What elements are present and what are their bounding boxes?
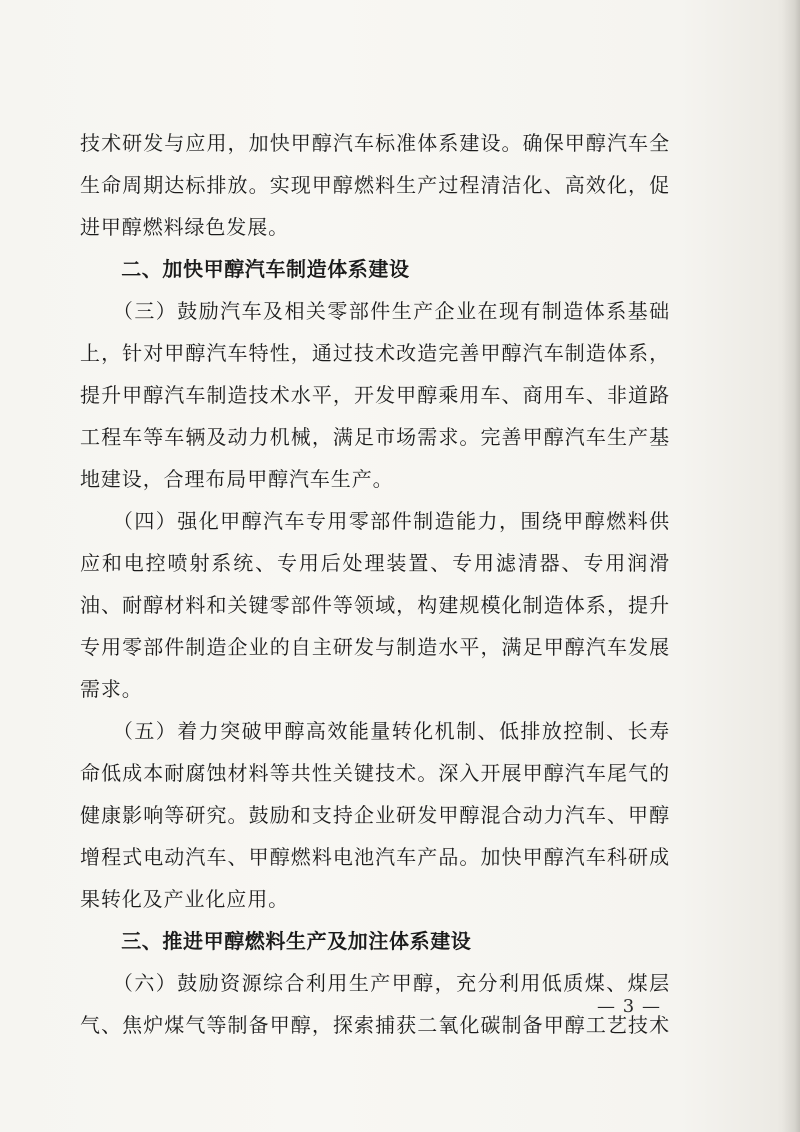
page-edge-shadow <box>782 0 800 1132</box>
text-line: （五）着力突破甲醇高效能量转化机制、低排放控制、长寿 <box>80 719 670 743</box>
text-line: 油、耐醇材料和关键零部件等领域，构建规模化制造体系，提升 <box>80 593 670 617</box>
text-line: 地建设，合理布局甲醇汽车生产。 <box>80 467 394 491</box>
text-line: 生命周期达标排放。实现甲醇燃料生产过程清洁化、高效化，促 <box>80 173 670 197</box>
section-heading: 二、加快甲醇汽车制造体系建设 <box>80 257 410 281</box>
text-line: 技术研发与应用，加快甲醇汽车标准体系建设。确保甲醇汽车全 <box>80 131 670 155</box>
text-line: 果转化及产业化应用。 <box>80 887 289 911</box>
page-number: — 3 — <box>597 996 661 1017</box>
text-line: 专用零部件制造企业的自主研发与制造水平，满足甲醇汽车发展 <box>80 635 670 659</box>
text-line: 需求。 <box>80 677 143 701</box>
text-line: 提升甲醇汽车制造技术水平，开发甲醇乘用车、商用车、非道路 <box>80 383 670 407</box>
text-line: （三）鼓励汽车及相关零部件生产企业在现有制造体系基础 <box>80 299 670 323</box>
text-line: 工程车等车辆及动力机械，满足市场需求。完善甲醇汽车生产基 <box>80 425 670 449</box>
section-heading: 三、推进甲醇燃料生产及加注体系建设 <box>80 929 472 953</box>
text-line: （四）强化甲醇汽车专用零部件制造能力，围绕甲醇燃料供 <box>80 509 670 533</box>
document-body <box>80 122 670 1046</box>
text-line: 应和电控喷射系统、专用后处理装置、专用滤清器、专用润滑 <box>80 551 670 575</box>
text-line: 气、焦炉煤气等制备甲醇，探索捕获二氧化碳制备甲醇工艺技术 <box>80 1013 670 1037</box>
text-line: 进甲醇燃料绿色发展。 <box>80 215 289 239</box>
text-line: 上，针对甲醇汽车特性，通过技术改造完善甲醇汽车制造体系， <box>80 341 670 365</box>
text-line: （六）鼓励资源综合利用生产甲醇，充分利用低质煤、煤层 <box>80 971 670 995</box>
text-line: 增程式电动汽车、甲醇燃料电池汽车产品。加快甲醇汽车科研成 <box>80 845 670 869</box>
text-line: 健康影响等研究。鼓励和支持企业研发甲醇混合动力汽车、甲醇 <box>80 803 670 827</box>
text-line: 命低成本耐腐蚀材料等共性关键技术。深入开展甲醇汽车尾气的 <box>80 761 670 785</box>
